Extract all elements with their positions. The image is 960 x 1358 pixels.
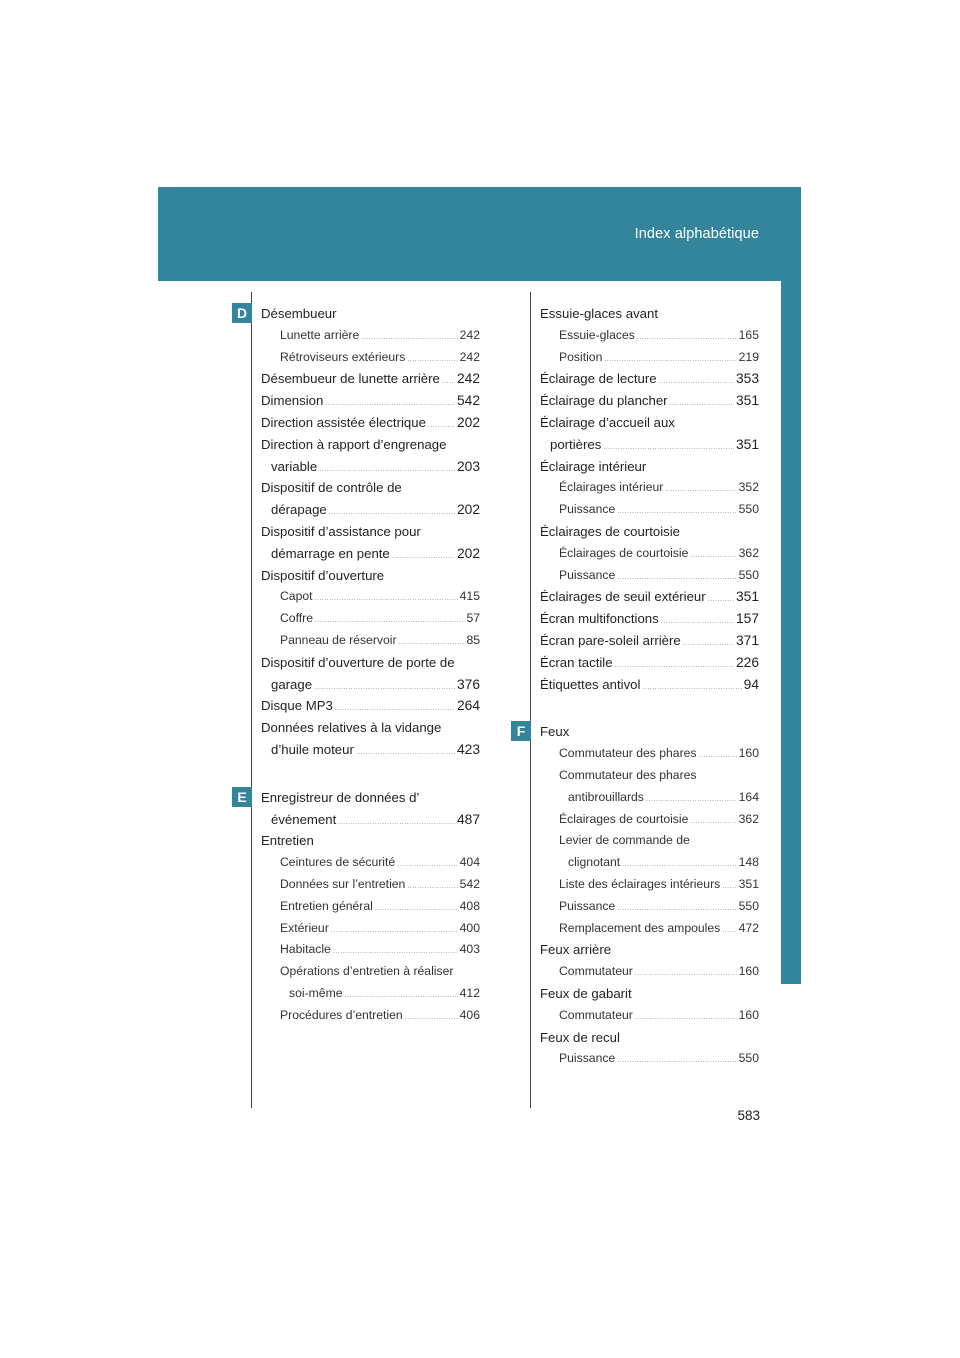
section-letter-f: F: [511, 721, 531, 741]
index-entry: Remplacement des ampoules ..... 472: [540, 918, 759, 940]
index-group-e: [261, 787, 480, 1027]
index-entry: Éclairages de seuil extérieur ..... 351: [540, 586, 759, 608]
index-group-d: [261, 303, 480, 761]
index-entry: Procédures d’entretien ..... 406: [261, 1005, 480, 1027]
index-entry: dérapage ..... 202: [261, 499, 480, 521]
index-entry: Habitacle ..... 403: [261, 939, 480, 961]
index-entry: événement ..... 487: [261, 809, 480, 831]
index-entry: Dispositif de contrôle de: [261, 480, 402, 496]
index-entry: Capot ..... 415: [261, 586, 480, 608]
index-entry: Ceintures de sécurité ..... 404: [261, 852, 480, 874]
index-entry: Éclairage de lecture ..... 353: [540, 368, 759, 390]
index-entry: Éclairages de courtoisie ..... 362: [540, 543, 759, 565]
index-entry: Direction assistée électrique ..... 202: [261, 412, 480, 434]
index-entry: Éclairage d’accueil aux: [540, 414, 675, 430]
index-entry: Éclairage intérieur: [540, 458, 647, 474]
index-entry: Feux de gabarit: [540, 985, 632, 1001]
index-entry: Puissance ..... 550: [540, 1048, 759, 1070]
index-entry: Dimension ..... 542: [261, 390, 480, 412]
index-entry: Étiquettes antivol ..... 94: [540, 674, 759, 696]
index-entry: Position ..... 219: [540, 347, 759, 369]
index-entry: Désembueur: [261, 306, 337, 321]
index-entry: Désembueur de lunette arrière ..... 242: [261, 368, 480, 390]
index-entry: Dispositif d’ouverture: [261, 567, 385, 583]
index-entry: Dispositif d’assistance pour: [261, 523, 421, 539]
index-entry: Commutateur ..... 160: [540, 961, 759, 983]
index-entry: soi-même ..... 412: [261, 983, 480, 1005]
header-band: [158, 187, 801, 281]
index-entry: Écran multifonctions ..... 157: [540, 608, 759, 630]
index-entry: Panneau de réservoir ..... 85: [261, 630, 480, 652]
index-entry: Enregistreur de données d’: [261, 789, 420, 805]
index-entry: Opérations d’entretien à réaliser: [280, 964, 454, 979]
index-entry: Éclairage du plancher ..... 351: [540, 390, 759, 412]
index-entry: variable ..... 203: [261, 456, 480, 478]
section-letter-d: D: [232, 303, 252, 323]
index-entry: Rétroviseurs extérieurs ..... 242: [261, 347, 480, 369]
index-entry: Feux de recul: [540, 1029, 620, 1045]
index-entry: Extérieur ..... 400: [261, 918, 480, 940]
column-divider-left: [251, 292, 252, 1108]
index-entry: Entretien général ..... 408: [261, 896, 480, 918]
index-entry: Coffre ..... 57: [261, 608, 480, 630]
index-entry: portières ..... 351: [540, 434, 759, 456]
index-entry: Essuie-glaces ..... 165: [540, 325, 759, 347]
index-entry: Puissance ..... 550: [540, 896, 759, 918]
index-entry: Levier de commande de: [559, 833, 690, 848]
index-entry: d’huile moteur ..... 423: [261, 739, 480, 761]
index-entry: Feux arrière: [540, 942, 612, 958]
index-group-f: [540, 721, 759, 1070]
index-entry: Données relatives à la vidange: [261, 720, 442, 736]
index-entry: antibrouillards ..... 164: [540, 787, 759, 809]
index-entry: Données sur l’entretien ..... 542: [261, 874, 480, 896]
index-entry: Commutateur des phares: [559, 767, 697, 782]
page-number: 583: [737, 1108, 760, 1123]
index-entry: Commutateur des phares ..... 160: [540, 743, 759, 765]
index-entry: Puissance ..... 550: [540, 565, 759, 587]
index-entry: Direction à rapport d’engrenage: [261, 436, 447, 452]
index-group-e-continued: [540, 303, 759, 695]
chapter-tab: [781, 281, 801, 984]
index-entry: Disque MP3 ..... 264: [261, 695, 480, 717]
index-entry: Lunette arrière ..... 242: [261, 325, 480, 347]
index-entry: Feux: [540, 724, 570, 740]
section-letter-e: E: [232, 787, 252, 807]
column-divider-right: [530, 292, 531, 1108]
index-entry: Éclairages de courtoisie: [540, 523, 681, 539]
index-column-left: [261, 303, 480, 1027]
index-entry: Liste des éclairages intérieurs ..... 351: [540, 874, 759, 896]
index-entry: Commutateur ..... 160: [540, 1005, 759, 1027]
index-column-right: [540, 303, 759, 1070]
index-entry: Écran tactile ..... 226: [540, 652, 759, 674]
index-entry: garage ..... 376: [261, 674, 480, 696]
index-entry: Éclairages de courtoisie ..... 362: [540, 809, 759, 831]
index-entry: Éclairages intérieur ..... 352: [540, 477, 759, 499]
page-title: Index alphabétique: [634, 226, 759, 242]
index-entry: Écran pare-soleil arrière ..... 371: [540, 630, 759, 652]
index-entry: Puissance ..... 550: [540, 499, 759, 521]
index-entry: Entretien: [261, 833, 314, 849]
index-entry: Dispositif d’ouverture de porte de: [261, 654, 455, 670]
index-entry: clignotant ..... 148: [540, 852, 759, 874]
index-entry: Essuie-glaces avant: [540, 306, 659, 321]
index-entry: démarrage en pente ..... 202: [261, 543, 480, 565]
